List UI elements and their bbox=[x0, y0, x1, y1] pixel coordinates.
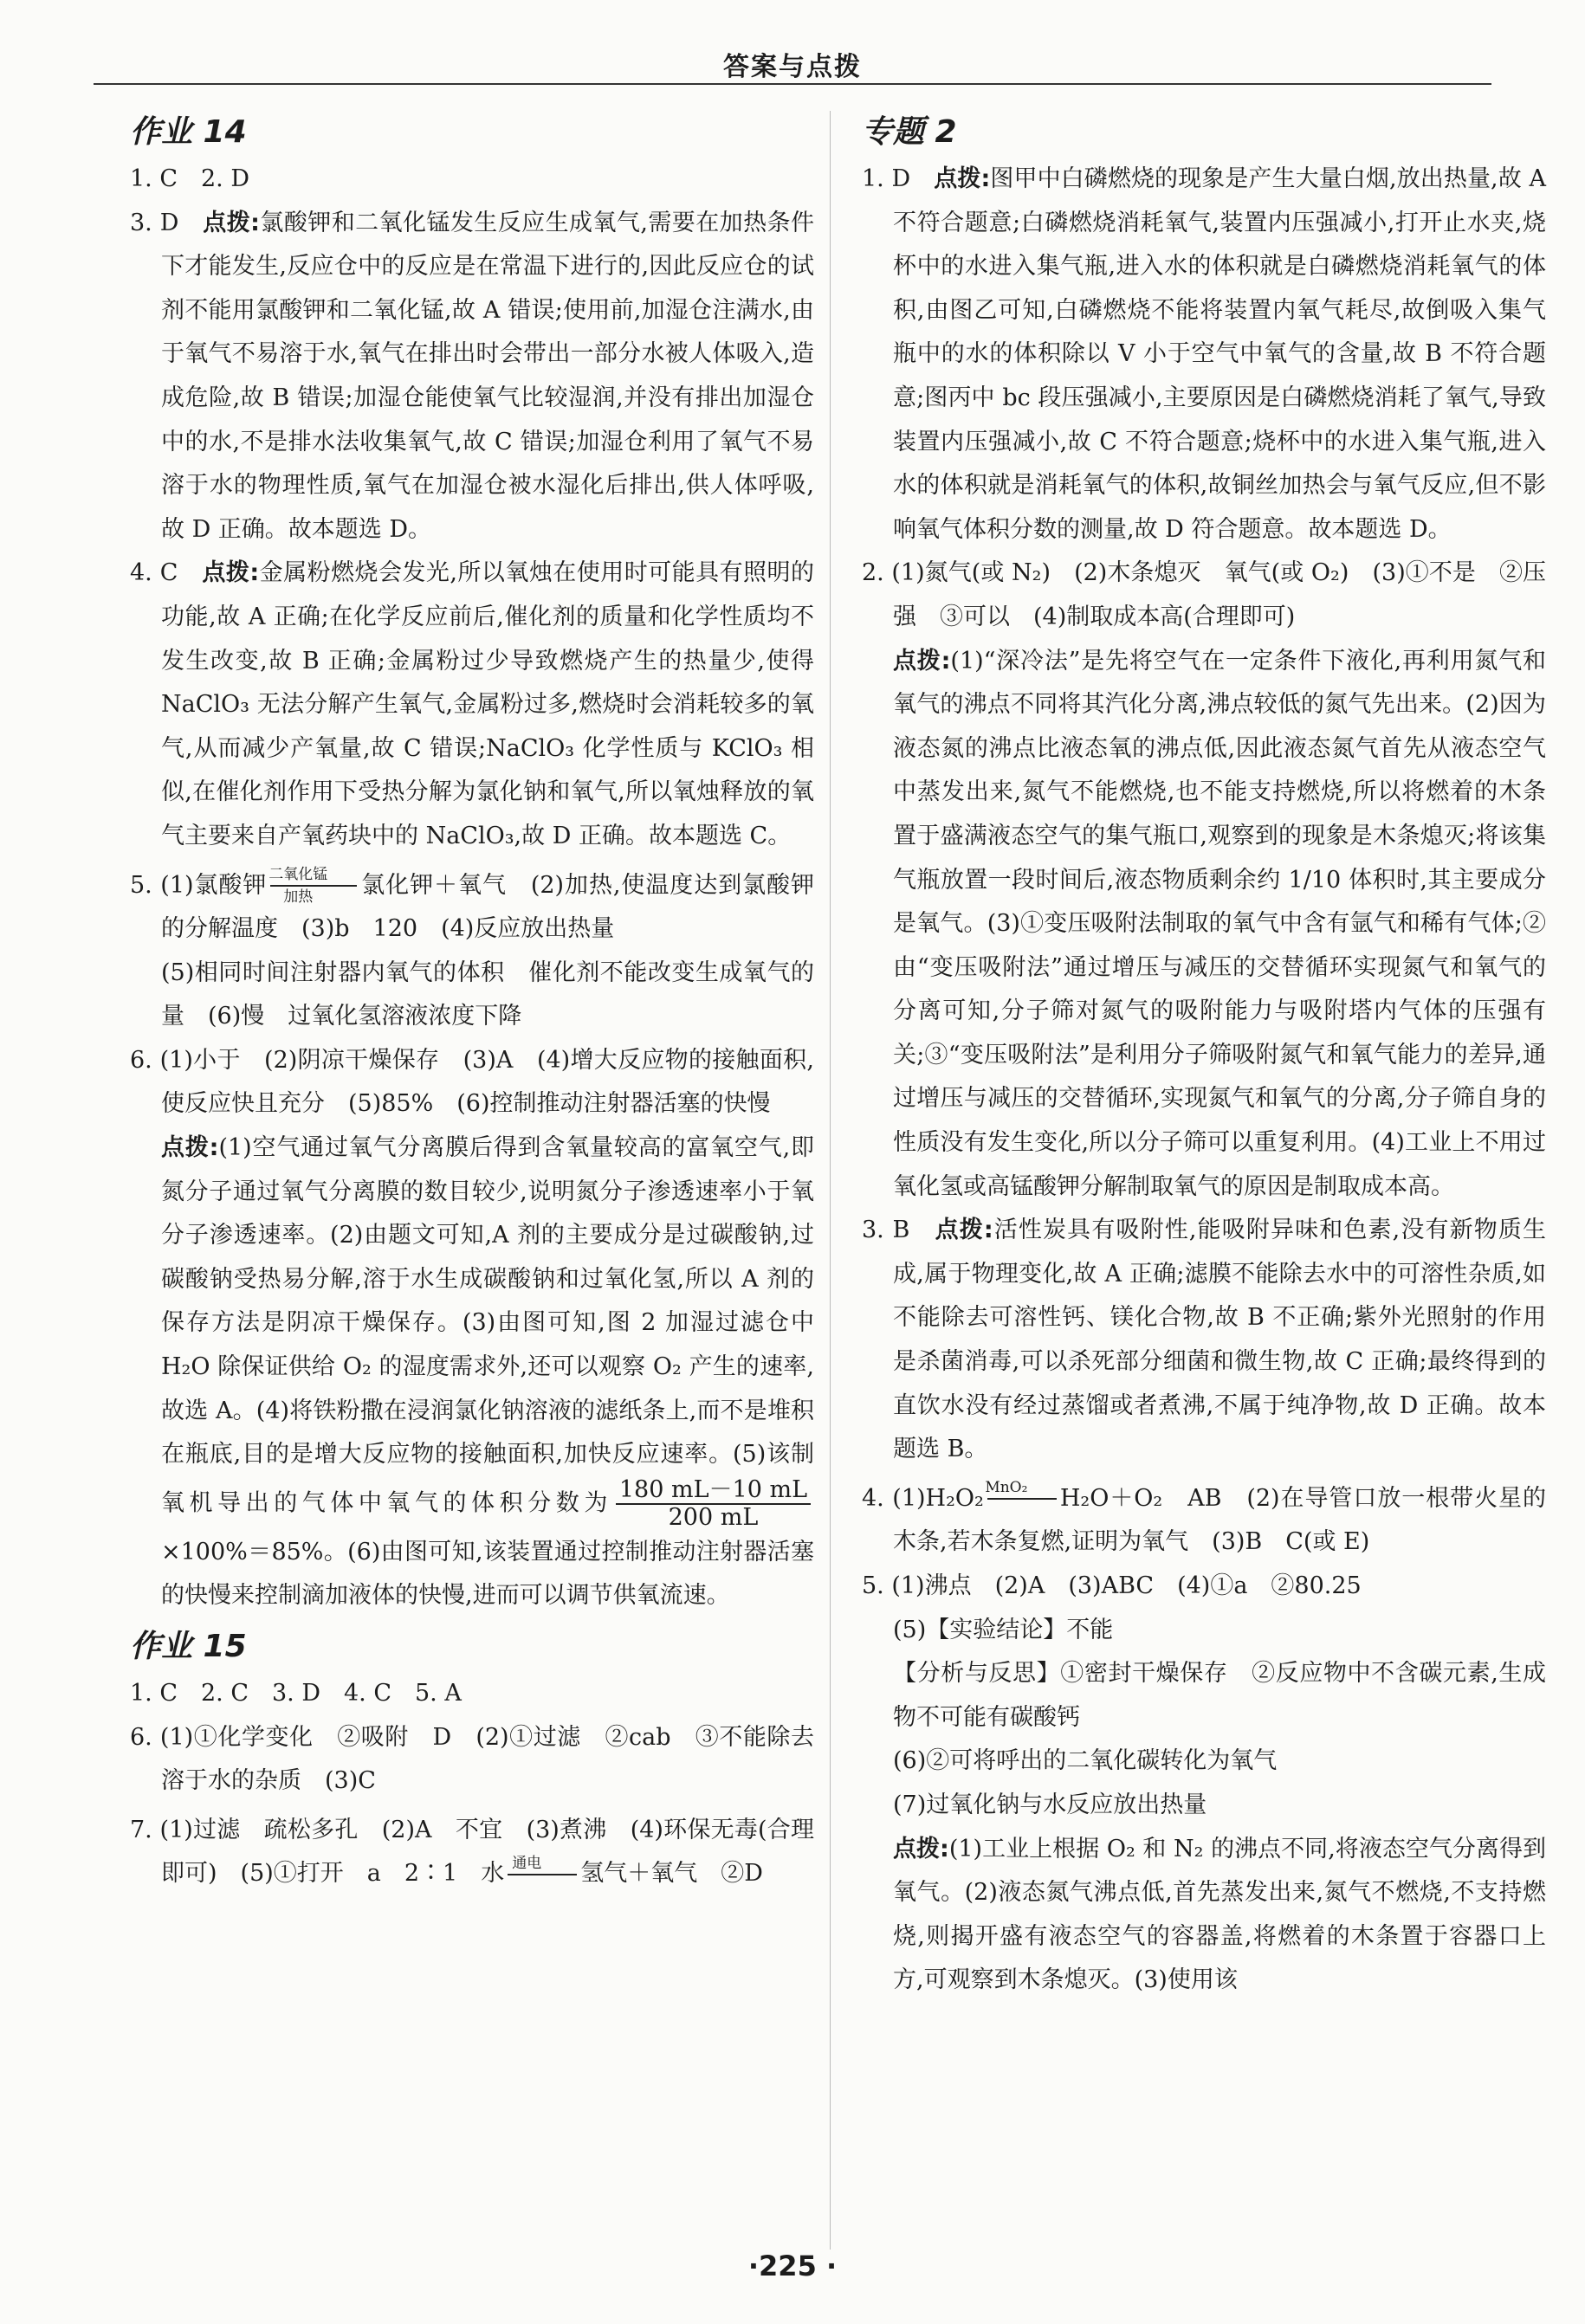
reaction-arrow bbox=[985, 1479, 1057, 1500]
fraction-numerator: 180 mL－10 mL bbox=[616, 1477, 811, 1505]
page-header bbox=[0, 0, 1585, 90]
section-title-homework-14: 作业 14 bbox=[130, 114, 247, 150]
answer-item-1 bbox=[862, 158, 1546, 552]
tip-text: (1)空气通过氧气分离膜后得到含氧量较高的富氧空气,即氮分子通过氧气分离膜的数目较少,说明氮分子渗透速率小于氧分子渗透速率。(2)由题文可知,A 剂的主要成分是过碳酸钠,过碳酸钠受热易分解,溶于水生成碳酸钠和过氧化氢,所以 A 剂的保存方法是阴凉干燥保存。(3)由图可知,图 2 加湿过滤仓中 H₂O 除保证供给 O₂ 的湿度需求外,还可以观察 O₂ 产生的速率,故选 A。(4)将铁粉撒在浸润氯化钠溶液的滤纸条上,而不是堆积在瓶底,目的是增大反应物的接触面积,加快反应速率。(5)该制氧机导出的气体中氧气的体积分数为 bbox=[161, 1134, 814, 1517]
answer-item-3 bbox=[862, 1209, 1546, 1472]
tip-label: 点拨: bbox=[893, 647, 951, 675]
answer-item-5: 5. (1)沸点 (2)A (3)ABC (4)①a ②80.25 bbox=[862, 1572, 1362, 1599]
answer-choice: 3. B bbox=[862, 1217, 935, 1244]
reaction-condition-top: MnO₂ bbox=[985, 1479, 1028, 1497]
reaction-condition-bottom: 加热 bbox=[283, 888, 314, 906]
tip-paragraph bbox=[130, 1126, 814, 1618]
tip-text: (1)“深冷法”是先将空气在一定条件下液化,再利用氮气和氧气的沸点不同将其汽化分离,沸点较低的氮气先出来。(2)因为液态氮的沸点比液态氧的沸点低,因此液态氮气首先从液态空气中蒸发出来,氮气不能燃烧,也不能支持燃烧,所以将燃着的木条置于盛满液态空气的集气瓶口,观察到的现象是木条熄灭;将该集气瓶放置一段时间后,液态物质剩余约 1/10 体积时,其主要成分是氧气。(3)①变压吸附法制取的氧气中含有氩气和稀有气体;②由“变压吸附法”通过增压与减压的交替循环实现氮气和氧气的分离可知,分子筛对氮气的吸附能力与吸附塔内气体的压强有关;③“变压吸附法”是利用分子筛吸附氮气和氧气能力的差异,通过增压与减压的交替循环,实现氮气和氧气的分离,分子筛自身的性质没有发生变化,所以分子筛可以重复利用。(4)工业上不用过氧化氢或高锰酸钾分解制取氧气的原因是制取成本高。 bbox=[893, 647, 1546, 1200]
left-column bbox=[130, 104, 814, 1896]
tip-paragraph bbox=[862, 1828, 1546, 2003]
reaction-arrow bbox=[268, 866, 357, 906]
reaction-condition-top: 通电 bbox=[512, 1854, 542, 1872]
answer-item-4 bbox=[130, 552, 814, 858]
answer-item-6: 6. (1)小于 (2)阴凉干燥保存 (3)A (4)增大反应物的接触面积,使反应快且充分 (5)85% (6)控制推动注射器活塞的快慢 bbox=[130, 1046, 814, 1118]
tip-label: 点拨: bbox=[934, 165, 991, 192]
column-divider bbox=[830, 111, 831, 2250]
section-title-topic-2: 专题 2 bbox=[862, 114, 957, 150]
answer-text: 4. (1)H₂O₂ bbox=[862, 1484, 984, 1512]
answer-item-5 bbox=[130, 864, 814, 952]
tip-text: 活性炭具有吸附性,能吸附异味和色素,没有新物质生成,属于物理变化,故 A 正确;滤膜不能除去水中的可溶性杂质,如不能除去可溶性钙、镁化合物,故 B 不正确;紫外光照射的作用是杀菌消毒,可以杀死部分细菌和微生物,故 C 正确;最终得到的直饮水没有经过蒸馏或者煮沸,不属于纯净物,故 D 正确。故本题选 B。 bbox=[893, 1217, 1546, 1463]
answer-text: 氯化钾＋氧气 (2)加热,使温度达到氯酸钾的分解温度 (3)b 120 (4)反应放出热量 bbox=[161, 871, 814, 943]
header-rule bbox=[94, 83, 1491, 85]
tip-label: 点拨: bbox=[203, 209, 260, 236]
page-number: ·225 · bbox=[747, 2250, 838, 2282]
answer-continuation: (5)相同时间注射器内氧气的体积 催化剂不能改变生成氧气的量 (6)慢 过氧化氢溶液浓度下降 bbox=[161, 959, 814, 1030]
reaction-condition-top: 二氧化锰 bbox=[268, 866, 328, 883]
answer-text: H₂O＋O₂ AB (2)在导管口放一根带火星的木条,若木条复燃,证明为氧气 (3)B C(或 E) bbox=[893, 1484, 1546, 1556]
reaction-arrow bbox=[508, 1854, 577, 1875]
tip-label: 点拨: bbox=[161, 1134, 219, 1162]
answer-line: 1. C 2. D bbox=[130, 165, 249, 192]
answer-item-4 bbox=[862, 1477, 1546, 1565]
tip-text: (1)工业上根据 O₂ 和 N₂ 的沸点不同,将液态空气分离得到氧气。(2)液态氮气沸点低,首先蒸发出来,氮气不燃烧,不支持燃烧,则揭开盛有液态空气的容器盖,将燃着的木条置于容器口上方,可观察到木条熄灭。(3)使用该 bbox=[893, 1835, 1546, 1994]
answer-item-2: 2. (1)氮气(或 N₂) (2)木条熄灭 氧气(或 O₂) (3)①不是 ②压强 ③可以 (4)制取成本高(合理即可) bbox=[862, 559, 1546, 630]
fraction bbox=[616, 1477, 811, 1531]
answer-item-6: 6. (1)①化学变化 ②吸附 D (2)①过滤 ②cab ③不能除去溶于水的杂质 (3)C bbox=[130, 1723, 814, 1795]
section-title-homework-15: 作业 15 bbox=[130, 1629, 247, 1664]
header-title: 答案与点拨 bbox=[723, 52, 862, 82]
answer-line: 1. C 2. C 3. D 4. C 5. A bbox=[130, 1680, 462, 1707]
answer-item-7 bbox=[130, 1809, 814, 1896]
answer-text: 5. (1)氯酸钾 bbox=[130, 871, 268, 899]
answer-continuation: 【分析与反思】①密封干燥保存 ②反应物中不含碳元素,生成物不可能有碳酸钙 bbox=[893, 1660, 1546, 1731]
answer-text: 氢气＋氧气 ②D bbox=[580, 1860, 763, 1888]
tip-text: 氯酸钾和二氧化锰发生反应生成氧气,需要在加热条件下才能发生,反应仓中的反应是在常温下进行的,因此反应仓的试剂不能用氯酸钾和二氧化锰,故 A 错误;使用前,加湿仓注满水,由于氧气不易溶于水,氧气在排出时会带出一部分水被人体吸入,造成危险,故 B 错误;加湿仓能使氧气比较湿润,并没有排出加湿仓中的水,不是排水法收集氧气,故 C 错误;加湿仓利用了氧气不易溶于水的物理性质,氧气在加湿仓被水湿化后排出,供人体呼吸,故 D 正确。故本题选 D。 bbox=[161, 209, 814, 543]
right-column bbox=[862, 104, 1546, 2003]
answer-item-3 bbox=[130, 202, 814, 552]
answer-choice: 1. D bbox=[862, 165, 935, 192]
answer-choice: 3. D bbox=[130, 209, 204, 236]
fraction-denominator: 200 mL bbox=[668, 1503, 759, 1531]
tip-text: 图甲中白磷燃烧的现象是产生大量白烟,放出热量,故 A 不符合题意;白磷燃烧消耗氧气,装置内压强减小,打开止水夹,烧杯中的水进入集气瓶,进入水的体积就是白磷燃烧消耗氧气的体积,由图乙可知,白磷燃烧不能将装置内氧气耗尽,故倒吸入集气瓶中的水的体积除以 V 小于空气中氧气的含量,故 B 不符合题意;图丙中 bc 段压强减小,主要原因是白磷燃烧消耗了氧气,导致装置内压强减小,故 C 不符合题意;烧杯中的水进入集气瓶,进入水的体积就是消耗氧气的体积,故铜丝加热会与氧气反应,但不影响氧气体积分数的测量,故 D 符合题意。故本题选 D。 bbox=[893, 165, 1546, 543]
tip-paragraph bbox=[862, 640, 1546, 1210]
tip-label: 点拨: bbox=[893, 1835, 949, 1862]
answer-choice: 4. C bbox=[130, 559, 203, 587]
tip-label: 点拨: bbox=[202, 559, 260, 587]
tip-text: ×100%＝85%。(6)由图可知,该装置通过控制推动注射器活塞的快慢来控制滴加液体的快慢,进而可以调节供氧流速。 bbox=[161, 1538, 814, 1610]
tip-text: 金属粉燃烧会发光,所以氧烛在使用时可能具有照明的功能,故 A 正确;在化学反应前后,催化剂的质量和化学性质均不发生改变,故 B 正确;金属粉过少导致燃烧产生的热量少,使得 NaClO₃ 无法分解产生氧气,金属粉过多,燃烧时会消耗较多的氧气,从而减少产氧量,故 C 错误;NaClO₃ 化学性质与 KClO₃ 相似,在催化剂作用下受热分解为氯化钠和氧气,所以氧烛释放的氧气主要来自产氧药块中的 NaClO₃,故 D 正确。故本题选 C。 bbox=[161, 559, 814, 849]
tip-label: 点拨: bbox=[935, 1217, 993, 1244]
answer-continuation: (6)②可将呼出的二氧化碳转化为氧气 bbox=[893, 1747, 1278, 1775]
answer-text: 7. (1)过滤 疏松多孔 (2)A 不宜 (3)煮沸 (4)环保无毒(合理即可) (5)①打开 a 2∶1 水 bbox=[130, 1816, 814, 1888]
answer-continuation: (5)【实验结论】不能 bbox=[893, 1616, 1114, 1643]
answer-continuation: (7)过氧化钠与水反应放出热量 bbox=[893, 1791, 1207, 1818]
